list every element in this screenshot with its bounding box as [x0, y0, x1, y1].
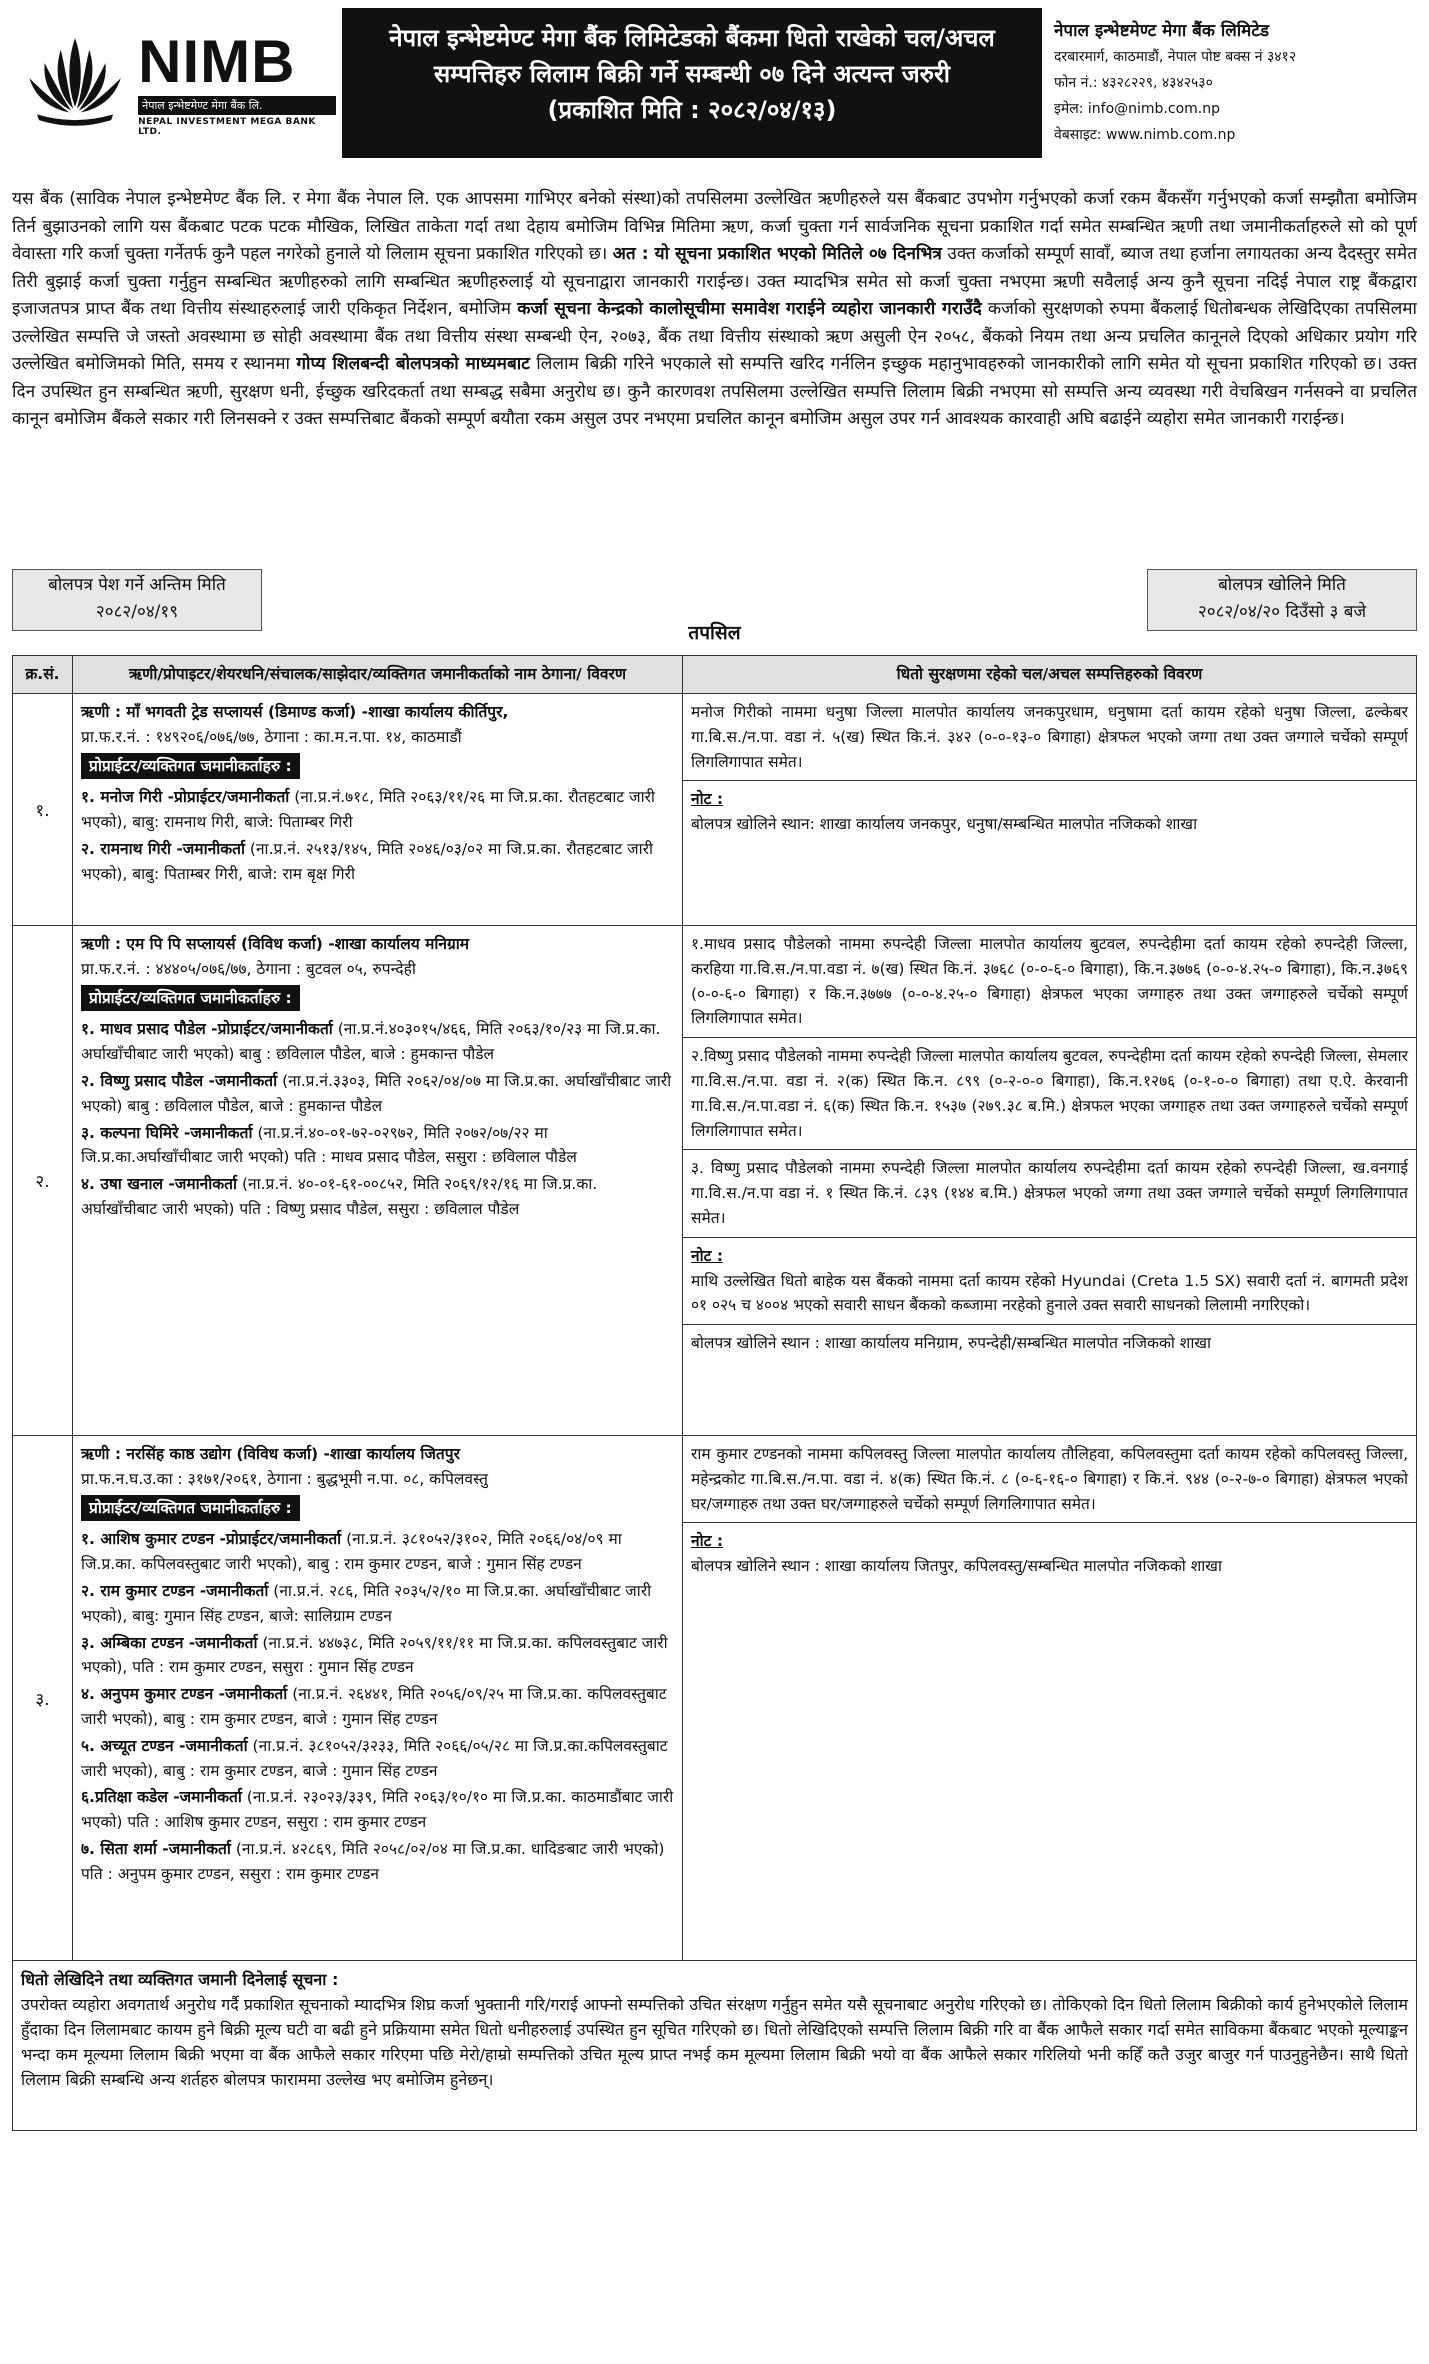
guarantor-name: ७. सिता शर्मा -जमानीकर्ता	[81, 1839, 231, 1858]
notice-title	[342, 8, 1042, 158]
divider	[683, 1149, 1416, 1150]
intro-part-1: यस बैंक (साविक नेपाल इन्भेष्टमेण्ट बैंक लि. र मेगा बैंक नेपाल लि. एक आपसमा गाभिएर बनेको संस्था)को तपसिलमा उल्लेखित ऋणीहरुले यस बैंकबाट उपभोग गर्नुभएको कर्जा रकम बैंकसँग गर्नुभएको कर्जा सम्झौता बमोजिम तिर्न बुझाउनको लागि यस बैंकबाट पटक पटक मौखिक, लिखित ताकेता गर्दा तथा देहाय बमोजिम विभिन्न मितिमा ऋण, कर्जा चुक्ता गर्न सार्वजनिक सूचना प्रकाशित गर्दा समेत सम्बन्धित ऋणी तथा जमानीकर्ताहरुले सो को पूर्ण वेवास्ता गरि कर्जा चुक्ता गर्नेतर्फ कुनै पहल नगरेको हुनाले यो लिलाम सूचना प्रकाशित गरिएको छ।	[12, 189, 1417, 264]
contact-website[interactable]: वेबसाइट: www.nimb.com.np	[1054, 127, 1236, 143]
guarantor-name: ५. अच्यूत टण्डन -जमानीकर्ता	[81, 1736, 248, 1755]
guarantor-name: ६.प्रतिक्षा कडेल -जमानीकर्ता	[81, 1788, 242, 1807]
schedule-table	[12, 655, 1417, 1961]
guarantor-name: १. आशिष कुमार टण्डन -प्रोप्राईटर/जमानीकर्ता	[81, 1530, 342, 1549]
proprietor-label: प्रोप्राईटर/व्यक्तिगत जमानीकर्ताहरु :	[81, 985, 300, 1012]
guarantor-name: ४. अनुपम कुमार टण्डन -जमानीकर्ता	[81, 1685, 288, 1704]
guarantor-details: (ना.प्र.नं. २५१३/१४५, मिति २०४६/०३/०२ मा जि.प्र.का. रौतहटबाट जारी भएको), बाबु: पिताम्बर गिरी, बाजे: राम बृक्ष गिरी	[81, 839, 653, 883]
title-line-2: सम्पत्तिहरु लिलाम बिक्री गर्ने सम्बन्धी ०७ दिने अत्यन्त जरुरी	[433, 60, 951, 88]
guarantor-details: (ना.प्र.नं. २८६, मिति २०३५/२/१० मा जि.प्र.का. अर्घाखाँचीबाट जारी भएको), बाबु: गुमान सिंह टण्डन, बाजे: सालिग्राम टण्डन	[81, 1581, 652, 1625]
guarantor-item	[81, 837, 674, 887]
property-cell	[683, 926, 1417, 1436]
guarantor-details: (ना.प्र.नं.४०३०१५/४६६, मिति २०६३/१०/२३ मा जि.प्र.का. अर्घाखाँचीबाट जारी भएको) बाबु : छविलाल पौडेल, बाजे : हुमकान्त पौडेल	[81, 1020, 661, 1064]
contact-email[interactable]: इमेल: info@nimb.com.np	[1054, 101, 1221, 117]
guarantor-item	[81, 1631, 674, 1681]
borrower-details: प्रा.फ.र.नं. : ४४४०५/०७६/७७, ठेगाना : बुटवल ०५, रुपन्देही	[81, 959, 416, 978]
bid-opening-value: २०८२/०४/२० दिउँसो ३ बजे	[1197, 602, 1367, 622]
property-cell	[683, 1436, 1417, 1961]
property-description: ३. विष्णु प्रसाद पौडेलको नाममा रुपन्देही जिल्ला मालपोत कार्यालय रुपन्देहीमा दर्ता कायम रहेको रुपन्देही जिल्ला, ख.वनगाई गा.वि.स./न.पा वडा नं. १ स्थित कि.नं. ८३९ (१४४ ब.मि.) क्षेत्रफल भएको जग्गा तथा उक्त जग्गाले चर्चेको सम्पूर्ण लिगलिगापात समेत।	[691, 1159, 1408, 1227]
proprietor-label: प्रोप्राईटर/व्यक्तिगत जमानीकर्ताहरु :	[81, 1495, 300, 1522]
intro-paragraph	[12, 186, 1417, 551]
guarantor-details: (ना.प्र.नं.७१८, मिति २०६३/११/२६ मा जि.प्र.का. रौतहटबाट जारी भएको), बाबु: रामनाथ गिरी, बाजे: पिताम्बर गिरी	[81, 788, 655, 832]
borrower-name: ऋणी : एम पि पि सप्लायर्स (विविध कर्जा) -शाखा कार्यालय मनिग्राम	[81, 935, 470, 953]
header-borrower: ऋणी/प्रोपाइटर/शेयरधनि/संचालक/साझेदार/व्यक्तिगत जमानीकर्ताको नाम ठेगाना/ विवरण	[73, 656, 683, 694]
guarantor-item	[81, 1527, 674, 1577]
property-description: मनोज गिरीको नाममा धनुषा जिल्ला मालपोत कार्यालय जनकपुरधाम, धनुषामा दर्ता कायम रहेको धनुषा जिल्ला, ढल्केबर गा.बि.स./न.पा. वडा नं. ५(ख) स्थित कि.नं. ३४२ (०-०-१३-० बिगाहा) क्षेत्रफल भएको जग्गा तथा उक्त जग्गाले चर्चेको सम्पूर्ण लिगलिगापात समेत।	[691, 703, 1408, 771]
bank-logo	[12, 8, 342, 158]
header	[12, 8, 1417, 158]
property-description: राम कुमार टण्डनको नाममा कपिलवस्तु जिल्ला मालपोत कार्यालय तौलिहवा, कपिलवस्तुमा दर्ता कायम रहेको कपिलवस्तु जिल्ला, महेन्द्रकोट गा.बि.स./न.पा. वडा नं. ४(क) स्थित कि.नं. ८ (०-६-१६-० बिगाहा) र कि.नं. ९४४ (०-२-७-० बिगाहा) क्षेत्रफल भएको घर/जग्गाहरु तथा उक्त घर/जग्गाहरुले चर्चेको सम्पूर्ण लिगलिगापात समेत।	[691, 1445, 1408, 1513]
bid-opening-label: बोलपत्र खोलिने मिति	[1218, 575, 1346, 595]
title-line-1: नेपाल इन्भेष्टमेण्ट मेगा बैंक लिमिटेडको बैंकमा धितो राखेको चल/अचल	[389, 24, 995, 52]
vehicle-note: माथि उल्लेखित धितो बाहेक यस बैंकको नाममा दर्ता कायम रहेको Hyundai (Creta 1.5 SX) सवारी दर्ता नं. बागमती प्रदेश ०१ ०२५ च ४००४ भएको सवारी साधन बैंकको कब्जामा नरहेको हुनाले उक्त सवारी साधनको लिलामी नगरिएको।	[691, 1271, 1408, 1315]
header-property: धितो सुरक्षणमा रहेको चल/अचल सम्पत्तिहरुको विवरण	[683, 656, 1417, 694]
row-sn: १.	[13, 694, 73, 926]
guarantor-item	[81, 785, 674, 835]
intro-bold-3: गोप्य शिलबन्दी बोलपत्रको माध्यमबाट	[296, 354, 530, 374]
guarantor-item	[81, 1785, 674, 1835]
note-label: नोट :	[691, 1246, 724, 1265]
guarantor-name: ३. अम्बिका टण्डन -जमानीकर्ता	[81, 1633, 258, 1652]
contact-address: दरबारमार्ग, काठमाडौं, नेपाल पोष्ट बक्स नं ३४१२	[1054, 49, 1297, 65]
intro-part-4: लिलाम बिक्री गरिने भएकाले सो सम्पत्ति खरिद गर्नलिन इच्छुक महानुभावहरुको जानकारीको लागि समेत यो सूचना प्रकाशित गरिएको छ। उक्त दिन उपस्थित हुन सम्बन्धित ऋणी, सुरक्षण धनी, ईच्छुक खरिदकर्ता तथा सम्बद्ध सबैमा अनुरोध छ। कुनै कारणवश तपसिलमा उल्लेखित सम्पत्ति लिलाम बिक्री नभएमा सो सम्पत्ति अन्य व्यवस्था गरी वेचबिखन गर्नसक्ने वा प्रचलित कानून बमोजिम बैंकले सकार गरी लिनसक्ने र उक्त सम्पत्तिबाट बैंकको सम्पूर्ण बयौता रकम असुल उपर नभएमा प्रचलित कानून बमोजिम असुल उपर गर्न आवश्यक कारवाही अघि बढाईने व्यहोरा समेत जानकारी गराईन्छ।	[12, 354, 1417, 429]
divider	[683, 1324, 1416, 1325]
lotus-logo-icon	[18, 28, 132, 138]
property-description: १.माधव प्रसाद पौडेलको नाममा रुपन्देही जिल्ला मालपोत कार्यालय बुटवल, रुपन्देहीमा दर्ता कायम रहेको रुपन्देही जिल्ला, करहिया गा.वि.स./न.पा.वडा नं. ७(ख) स्थित कि.नं. ३७६८ (०-०-६-० बिगाहा), कि.न.३७७६ (०-०-४.२५-० बिगाहा), कि.न.३७६९ (०-०-६-० बिगाहा) र कि.न.३७७७ (०-०-४.२५-० बिगाहा) क्षेत्रफल भएका जग्गाहरु तथा उक्त जग्गाहरुले चर्चेको सम्पूर्ण लिगलिगापात समेत।	[691, 935, 1408, 1028]
guarantor-item	[81, 1837, 674, 1887]
guarantor-name: २. राम कुमार टण्डन -जमानीकर्ता	[81, 1581, 269, 1600]
bid-submission-value: २०८२/०४/१९	[95, 602, 179, 622]
guarantor-name: १. माधव प्रसाद पौडेल -प्रोप्राईटर/जमानीकर्ता	[81, 1020, 333, 1039]
divider	[683, 1037, 1416, 1038]
logo-nepali-name: नेपाल इन्भेष्टमेण्ट मेगा बैंक लि.	[138, 96, 336, 115]
title-line-3: (प्रकाशित मिति : २०८२/०४/१३)	[547, 96, 837, 124]
bid-submission-date-box	[12, 569, 262, 631]
bid-opening-date-box	[1147, 569, 1417, 631]
footer-title: धितो लेखिदिने तथा व्यक्तिगत जमानी दिनेलाई सूचना :	[21, 1970, 339, 1989]
intro-part-3: कर्जाको सुरक्षणको रुपमा बैंकलाई धितोबन्धक लेखिदिएका तपसिलमा उल्लेखित सम्पत्ति जे जस्तो अवस्थामा छ सोही अवस्थामा बैंक तथा वित्तीय संस्था सम्बन्धी ऐन, २०७३, बैंक तथा वित्तीय संस्थाको ऋण असुली ऐन २०५८, बैंकको नियम तथा अन्य प्रचलित कानूनले दिएको अधिकार प्रयोग गरि उल्लेखित बमोजिमको मिति, समय र स्थानमा	[12, 299, 1417, 374]
guarantor-details: (ना.प्र.नं. २६४४१, मिति २०५६/०९/२५ मा जि.प्र.का. कपिलवस्तुबाट जारी भएको), बाबु : राम कुमार टण्डन, बाजे : गुमान सिंह टण्डन	[81, 1685, 667, 1728]
guarantor-details: (ना.प्र.नं. ३८१०५२/३१०२, मिति २०६६/०४/०९ मा जि.प्र.का. कपिलवस्तुबाट जारी भएको), बाबु : राम कुमार टण्डन, बाजे : गुमान सिंह टण्डन	[81, 1530, 622, 1574]
guarantor-details: (ना.प्र.नं.३३०३, मिति २०६२/०४/०७ मा जि.प्र.का. अर्घाखाँचीबाट जारी भएको) बाबु : छविलाल पौडेल, बाजे : हुमकान्त पौडेल	[81, 1071, 672, 1115]
logo-abbreviation: NIMB	[138, 27, 296, 95]
guarantor-item	[81, 1734, 674, 1784]
header-sn: क्र.सं.	[13, 656, 73, 694]
table-row	[13, 1436, 1417, 1961]
guarantor-item	[81, 1121, 674, 1171]
borrower-details: प्रा.फ.न.घ.उ.का : ३१७१/२०६१, ठेगाना : बुद्धभूमी न.पा. ०८, कपिलवस्तु	[81, 1469, 488, 1488]
guarantor-name: २. रामनाथ गिरी -जमानीकर्ता	[81, 839, 245, 858]
bid-opening-place: बोलपत्र खोलिने स्थान : शाखा कार्यालय मनिग्राम, रुपन्देही/सम्बन्धित मालपोत नजिकको शाखा	[691, 1334, 1212, 1353]
contact-bank-name: नेपाल इन्भेष्टमेण्ट मेगा बैंक लिमिटेड	[1054, 21, 1269, 41]
guarantor-item	[81, 1069, 674, 1119]
guarantor-details: (ना.प्र.नं.४०-०१-७२-०२९७२, मिति २०७२/०७/२२ मा जि.प्र.का.अर्घाखाँचीबाट जारी भएको) पति : माधव प्रसाद पौडेल, ससुरा : छविलाल पौडेल	[81, 1123, 577, 1167]
guarantor-name: १. मनोज गिरी -प्रोप्राईटर/जमानीकर्ता	[81, 788, 290, 807]
property-description: २.विष्णु प्रसाद पौडेलको नाममा रुपन्देही जिल्ला मालपोत कार्यालय बुटवल, रुपन्देहीमा दर्ता कायम रहेको रुपन्देही जिल्ला, सेमलार गा.वि.स./न.पा. वडा नं. २(क) स्थित कि.न. ८९९ (०-२-०-० बिगाहा), कि.न.१२७६ (०-१-०-० बिगाहा) तथा ए.ऐ. केरवानी गा.वि.स./न.पा.वडा नं. ६(क) स्थित कि.न. १५३७ (२७९.३८ ब.मि.) क्षेत्रफल भएका जग्गाहरु तथा उक्त जग्गाहरुले चर्चेको सम्पूर्ण लिगलिगापात समेत।	[691, 1047, 1408, 1140]
bid-submission-label: बोलपत्र पेश गर्ने अन्तिम मिति	[48, 575, 226, 595]
guarantor-name: ३. कल्पना घिमिरे -जमानीकर्ता	[81, 1123, 253, 1142]
property-cell	[683, 694, 1417, 926]
footer-body: उपरोक्त व्यहोरा अवगतार्थ अनुरोध गर्दै प्रकाशित सूचनाको म्यादभित्र शिघ्र कर्जा भुक्तानी गरि/गराई आफ्नो सम्पत्तिको उचित संरक्षण गर्नुहुन समेत यसै सूचनाबाट अनुरोध गरिएको छ। तोकिएको दिन धितो लिलाम बिक्रीको कार्य हुनेभएकोले लिलाम हुँदाका दिन लिलामबाट कायम हुने बिक्री मूल्य घटी वा बढी हुने प्रक्रियामा समेत धितो धनीहरुलाई उपस्थित हुन सूचित गरिएको छ। धितो लेखिदिएको सम्पत्ति लिलाम बिक्री गरि वा बैंक आफैले सकार गर्दा समेत साविकमा बैंकबाट भएको मूल्याङ्कन भन्दा कम मूल्यमा लिलाम बिक्री भएमा वा बैंक आफैले सकार गरिएमा पछि मेरो/हाम्रो सम्पत्तिको उचित मूल्य प्राप्त नभई कम मूल्यमा लिलाम बिक्री भयो वा बैंक आफैले सकार गरिलियो भनी कहिँ कतै उजुर बाजुर गर्न पाउनुहुनेछैन। साथै धितो लिलाम बिक्री सम्बन्धि अन्य शर्तहरु बोलपत्र फाराममा उल्लेख भए बमोजिम हुनेछन्।	[21, 1995, 1408, 2089]
proprietor-label: प्रोप्राईटर/व्यक्तिगत जमानीकर्ताहरु :	[81, 753, 300, 780]
borrower-cell	[73, 1436, 683, 1961]
borrower-details: प्रा.फ.र.नं. : १४९२०६/०७६/७७, ठेगाना : का.म.न.पा. १४, काठमाडौं	[81, 727, 462, 746]
table-header-row	[13, 656, 1417, 694]
row-sn: २.	[13, 926, 73, 1436]
intro-bold-2: कर्जा सूचना केन्द्रको कालोसूचीमा समावेश गराईने व्यहोरा जानकारी गराउँदै	[517, 299, 982, 319]
guarantor-details: (ना.प्र.नं. ४०-०१-६१-००८५२, मिति २०६९/१२/१६ मा जि.प्र.का. अर्घाखाँचीबाट जारी भएको) पति : विष्णु प्रसाद पौडेल, ससुरा : छविलाल पौडेल	[81, 1175, 598, 1218]
footer-notice	[12, 1961, 1417, 2131]
row-sn: ३.	[13, 1436, 73, 1961]
guarantor-item	[81, 1172, 674, 1222]
guarantor-name: ४. उषा खनाल -जमानीकर्ता	[81, 1175, 237, 1194]
intro-part-2: उक्त कर्जाको सम्पूर्ण सावाँ, ब्याज तथा हर्जाना लगायतका अन्य दैदस्तुर समेत तिरी बुझाई कर्जा चुक्ता गर्नुहुन सम्बन्धित ऋणीहरुको लागि सम्बन्धित ऋणीहरुलाई यो सूचनाद्वारा जानकारी गराईन्छ। उक्त म्यादभित्र समेत सो कर्जा चुक्ता नभएमा ऋणी सवैलाई अन्य कुनै सूचना नदिई नेपाल राष्ट्र बैंकद्वारा इजाजतपत्र प्राप्त बैंक तथा वित्तीय संस्थाहरुलाई जारी एकिकृत निर्देशन, बमोजिम	[12, 244, 1417, 319]
bid-opening-place: बोलपत्र खोलिने स्थान : शाखा कार्यालय जितपुर, कपिलवस्तु/सम्बन्धित मालपोत नजिकको शाखा	[691, 1557, 1222, 1576]
intro-bold-1: अत : यो सूचना प्रकाशित भएको मितिले ०७ दिनभित्र	[612, 244, 942, 264]
guarantor-name: २. विष्णु प्रसाद पौडेल -जमानीकर्ता	[81, 1071, 278, 1090]
borrower-name: ऋणी : नरसिंह काष्ठ उद्योग (विविध कर्जा) -शाखा कार्यालय जितपुर	[81, 1445, 460, 1463]
divider	[683, 1237, 1416, 1238]
borrower-name: ऋणी : माँ भगवती ट्रेड सप्लायर्स (डिमाण्ड कर्जा) -शाखा कार्यालय कीर्तिपुर,	[81, 703, 509, 721]
divider	[683, 780, 1416, 781]
guarantor-details: (ना.प्र.नं. ३८१०५२/३२३३, मिति २०६६/०५/२८ मा जि.प्र.का.कपिलवस्तुबाट जारी भएको), बाबु : राम कुमार टण्डन, बाजे : गुमान सिंह टण्डन	[81, 1736, 668, 1780]
note-label: नोट :	[691, 790, 724, 809]
borrower-cell	[73, 926, 683, 1436]
logo-english-name: NEPAL INVESTMENT MEGA BANK LTD.	[138, 116, 316, 137]
divider	[683, 1522, 1416, 1523]
table-row	[13, 926, 1417, 1436]
schedule-title: तपसिल	[688, 622, 741, 644]
table-row	[13, 694, 1417, 926]
contact-phone: फोन नं.: ४३२८२२९, ४३४२५३०	[1054, 75, 1213, 91]
guarantor-details: (ना.प्र.नं. ४४७३८, मिति २०५९/११/११ मा जि.प्र.का. कपिलवस्तुबाट जारी भएको), पति : राम कुमार टण्डन, ससुरा : गुमान सिंह टण्डन	[81, 1633, 668, 1677]
guarantor-item	[81, 1682, 674, 1732]
guarantor-details: (ना.प्र.नं. ४२८६९, मिति २०५८/०२/०४ मा जि.प्र.का. धादिङबाट जारी भएको) पति : अनुपम कुमार टण्डन, ससुरा : राम कुमार टण्डन	[81, 1839, 665, 1883]
guarantor-details: (ना.प्र.नं. २३०२३/३३९, मिति २०६३/१०/१० मा जि.प्र.का. काठमाडौंबाट जारी भएको) पति : आशिष कुमार टण्डन, ससुरा : राम कुमार टण्डन	[81, 1788, 674, 1832]
note-label: नोट :	[691, 1532, 724, 1551]
borrower-cell	[73, 694, 683, 926]
guarantor-item	[81, 1579, 674, 1629]
contact-info	[1042, 8, 1417, 158]
bid-opening-place: बोलपत्र खोलिने स्थान: शाखा कार्यालय जनकपुर, धनुषा/सम्बन्धित मालपोत नजिकको शाखा	[691, 815, 1198, 834]
guarantor-item	[81, 1017, 674, 1067]
